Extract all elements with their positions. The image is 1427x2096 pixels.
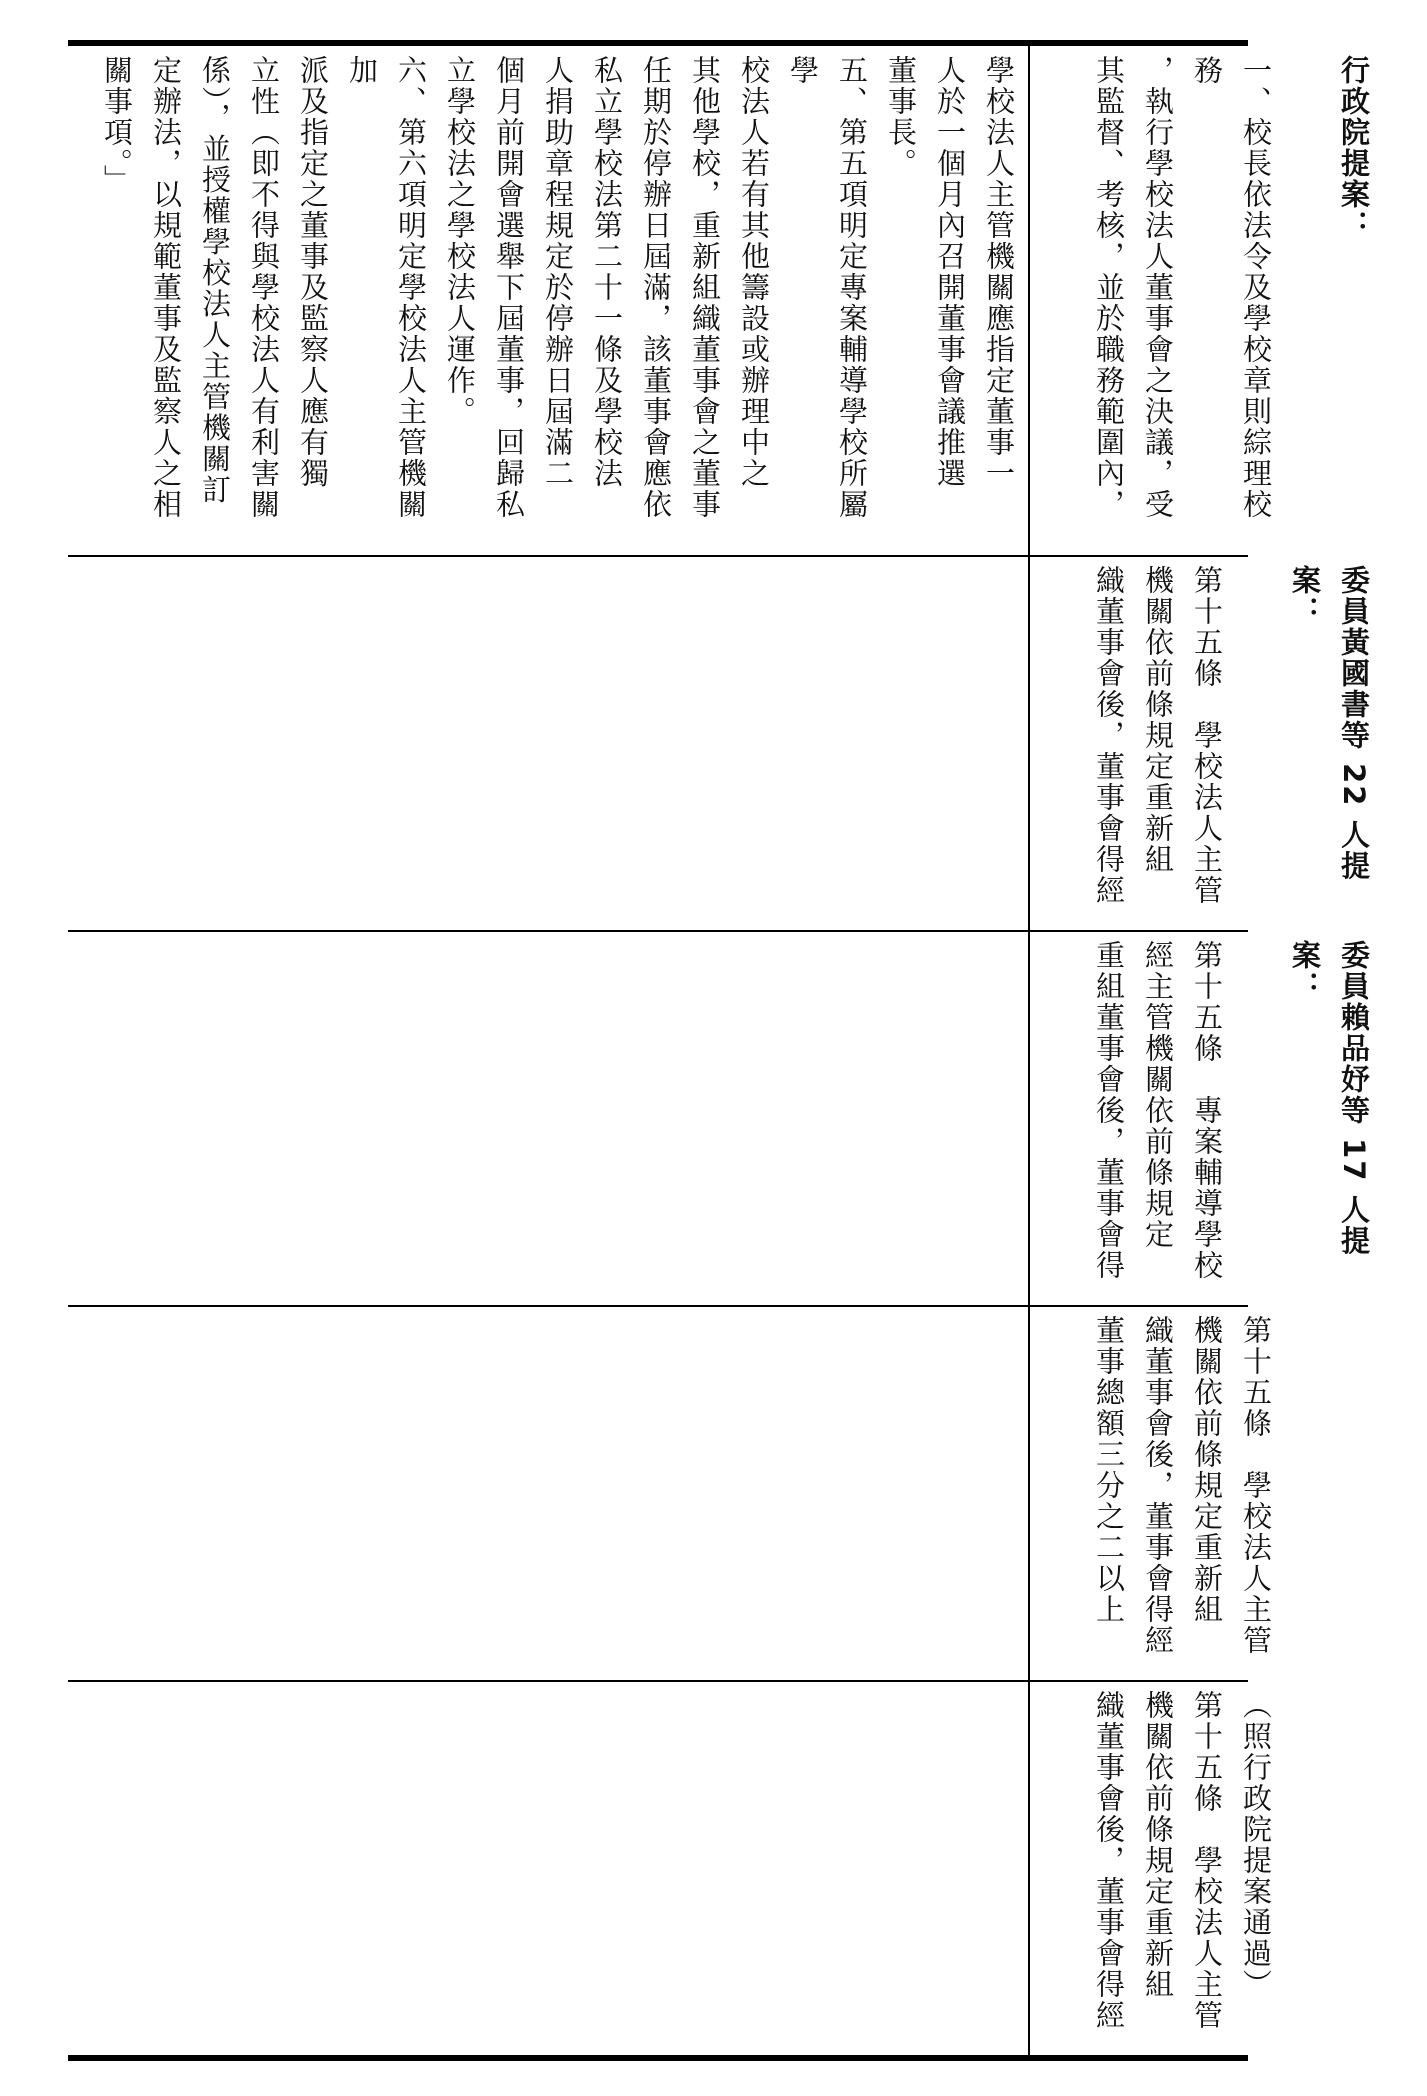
proposal-cell-1 — [1035, 55, 1371, 550]
row-divider-4 — [68, 1680, 1248, 1682]
proposal-text: 第十五條 學校法人主管 機關依前條規定重新組 織董事會後，董事會得經 董事總額三分之二以上 — [1092, 1315, 1273, 1656]
proposal-heading: 委員賴品妤等 17 人提案： — [1288, 940, 1371, 1257]
proposal-cell-2 — [1035, 565, 1371, 925]
proposal-text: 第十五條 學校法人主管 機關依前條規定重新組 織董事會後，董事會得經 — [1092, 565, 1224, 906]
text-cell-main — [75, 55, 1023, 550]
proposal-heading: 委員黃國書等 22 人提案： — [1288, 565, 1371, 882]
row-divider-1 — [68, 555, 1248, 557]
row-divider-2 — [68, 930, 1248, 932]
proposal-heading: 行政院提案： — [1337, 55, 1371, 241]
proposal-text: （照行政院提案通過） 第十五條 學校法人主管 機關依前條規定重新組 織董事會後，董事會得經 — [1092, 1690, 1273, 2031]
table-bottom-border — [68, 2055, 1248, 2061]
table-top-border — [68, 40, 1248, 46]
row-divider-3 — [68, 1305, 1248, 1307]
proposal-cell-5 — [1035, 1690, 1273, 2050]
proposal-text: 第十五條 專案輔導學校 經主管機關依前條規定 重組董事會後，董事會得 — [1092, 940, 1224, 1281]
column-divider — [1028, 40, 1030, 2061]
proposal-text: 一、校長依法令及學校章則綜理校務 ，執行學校法人董事會之決議，受 其監督、考核，並於職務範圍內， — [1092, 55, 1273, 520]
proposal-cell-3 — [1035, 940, 1371, 1300]
proposal-cell-4 — [1035, 1315, 1273, 1675]
main-paragraphs: 學校法人主管機關應指定董事一 人於一個月內召開董事會議推選 董事長。 五、第五項明定專案輔導學校所屬學 校法人若有其他籌設或辦理中之 其他學校，重新組織董事會之董事 任期於停辦日屆滿，該董事會應依 私立學校法第二十一條及學校法 人捐助章程規定於停辦日屆滿二 個月前開會選舉下屆董事，回歸私 立學校法之學校法人運作。 六、第六項明定學校法人主管機關加 派及指定之董事及監察人應有獨 立性（即不得與學校法人有利害關 係），並授權學校法人主管機關訂 定辦法，以規範董事及監察人之相 關事項。」 — [100, 55, 1016, 520]
